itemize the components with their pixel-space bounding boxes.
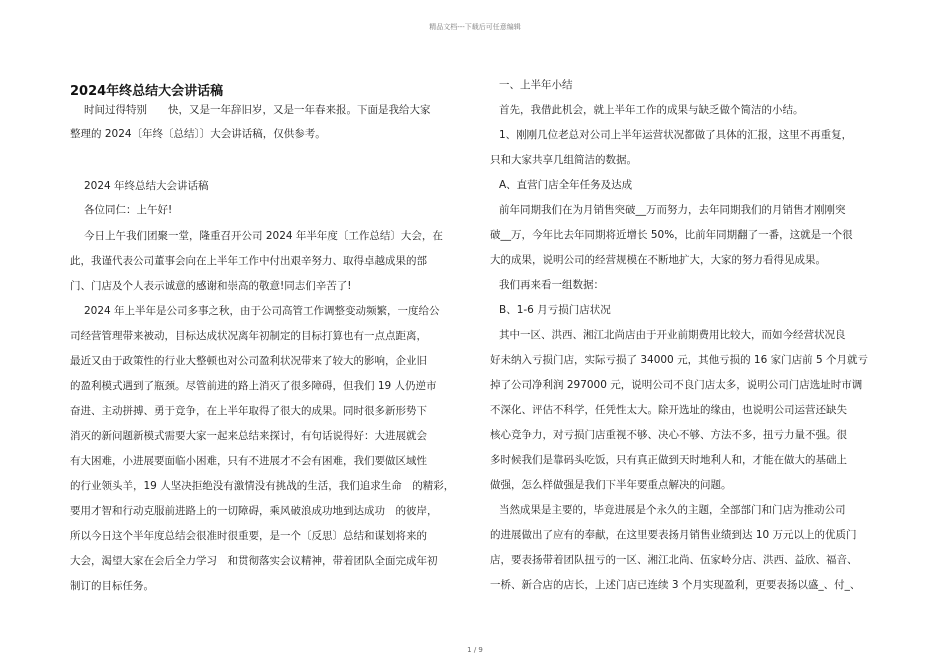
paragraph-line: 的行业领头羊，19 人坚决拒绝没有激情没有挑战的生活，我们追求生命 的精彩， — [70, 480, 455, 492]
section-heading: 一、上半年小结 — [499, 79, 573, 91]
paragraph-line: 所以今日这个半年度总结会很准时很重要，是一个〔反思〕总结和谋划将来的 — [70, 530, 427, 542]
paragraph-line: 有大困难，小进展要面临小困难，只有不进展才不会有困难，我们要做区域性 — [70, 455, 427, 467]
paragraph-line: 整理的 2024〔年终〔总结〕〕大会讲话稿，仅供参考。 — [70, 128, 326, 140]
page-indicator: 1 / 9 — [467, 646, 483, 654]
paragraph-line: 1、刚刚几位老总对公司上半年运营状况都做了具体的汇报，这里不再重复， — [499, 129, 853, 141]
paragraph-line: 一桥、新合店的店长，上述门店已连续 3 个月实现盈利，更要表扬以盛_、付_、 — [490, 579, 861, 591]
paragraph-line: 的进展做出了应有的奉献，在这里要表扬月销售业绩到达 10 万元以上的优质门 — [490, 529, 857, 541]
paragraph-line: 消灭的新问题新模式需要大家一起来总结来探讨，有句话说得好：大进展就会 — [70, 430, 427, 442]
paragraph-line: 时间过得特别 快，又是一年辞旧岁，又是一年春来报。下面是我给大家 — [84, 104, 431, 116]
paragraph-line: 破__万，今年比去年同期将近增长 50%，比前年同期翻了一番，这就是一个很 — [490, 229, 853, 241]
paragraph-line: 我们再来看一组数据： — [499, 279, 604, 291]
paragraph-line: 奋进、主动拼搏、勇于竞争，在上半年取得了很大的成果。同时很多新形势下 — [70, 405, 427, 417]
paragraph-line: 不深化、评估不科学，任凭性太大。除开选址的缘由，也说明公司运营还缺失 — [490, 404, 847, 416]
paragraph-line: 当然成果是主要的，毕竟进展是个永久的主题，全部部门和门店为推动公司 — [499, 504, 846, 516]
document-title: 2024年终总结大会讲话稿 — [70, 84, 224, 99]
subheading-line: B、1-6 月亏损门店状况 — [499, 304, 611, 316]
paragraph-line: 制订的目标任务。 — [70, 580, 154, 592]
greeting-line: 各位同仁：上午好! — [84, 204, 173, 216]
paragraph-line: 的盈利模式遇到了瓶颈。尽管前进的路上消灭了很多障碍，但我们 19 人仍逆市 — [70, 380, 437, 392]
page-header: 精品文档---下载后可任意编辑 — [429, 23, 521, 31]
paragraph-line: 大会，渴望大家在会后全力学习 和贯彻落实会议精神，带着团队全面完成年初 — [70, 555, 438, 567]
paragraph-line: 2024 年上半年是公司多事之秋，由于公司高管工作调整变动频繁，一度给公 — [84, 305, 440, 317]
paragraph-line: 只和大家共享几组简洁的数据。 — [490, 154, 637, 166]
paragraph-line: 此，我谨代表公司董事会向在上半年工作中付出艰辛努力、取得卓越成果的部 — [70, 255, 427, 267]
paragraph-line: 要用才智和行动克服前进路上的一切障碍，乘风破浪成功地到达成功 的彼岸， — [70, 505, 438, 517]
paragraph-line: 门、门店及个人表示诚意的感谢和崇高的敬意!同志们辛苦了! — [70, 280, 352, 292]
paragraph-line: 做强，怎么样做强是我们下半年要重点解决的问题。 — [490, 479, 732, 491]
paragraph-line: 最近又由于政策性的行业大整顿也对公司盈利状况带来了较大的影响，企业旧 — [70, 355, 427, 367]
paragraph-line: 核心竞争力，对亏损门店重视不够、决心不够、方法不多，扭亏力量不强。很 — [490, 429, 847, 441]
subheading-line: A、直营门店全年任务及达成 — [499, 179, 633, 191]
paragraph-line: 店，要表扬带着团队扭亏的一区、湘江北尚、伍家岭分店、洪西、益欣、福音、 — [490, 554, 858, 566]
paragraph-line: 司经营管理带来被动，目标达成状况离年初制定的目标打算也有一点点距离， — [70, 330, 427, 342]
subtitle-line: 2024 年终总结大会讲话稿 — [84, 180, 209, 192]
paragraph-line: 首先，我借此机会，就上半年工作的成果与缺乏做个简洁的小结。 — [499, 104, 804, 116]
paragraph-line: 其中一区、洪西、湘江北尚店由于开业前期费用比较大，而如今经营状况良 — [499, 329, 846, 341]
paragraph-line: 今日上午我们团聚一堂，隆重召开公司 2024 年半年度〔工作总结〕大会，在 — [84, 230, 443, 242]
paragraph-line: 好未纳入亏损门店，实际亏损了 34000 元，其他亏损的 16 家门店前 5 个月就亏 — [490, 354, 868, 366]
paragraph-line: 大的成果，说明公司的经营规模在不断地扩大，大家的努力看得见成果。 — [490, 254, 826, 266]
paragraph-line: 前年同期我们在为月销售突破__万而努力，去年同期我们的月销售才刚刚突 — [499, 204, 846, 216]
paragraph-line: 多时候我们是靠码头吃饭，只有真正做到天时地利人和，才能在做大的基础上 — [490, 454, 847, 466]
paragraph-line: 掉了公司净利润 297000 元，说明公司不良门店太多，说明公司门店选址时市调 — [490, 379, 863, 391]
